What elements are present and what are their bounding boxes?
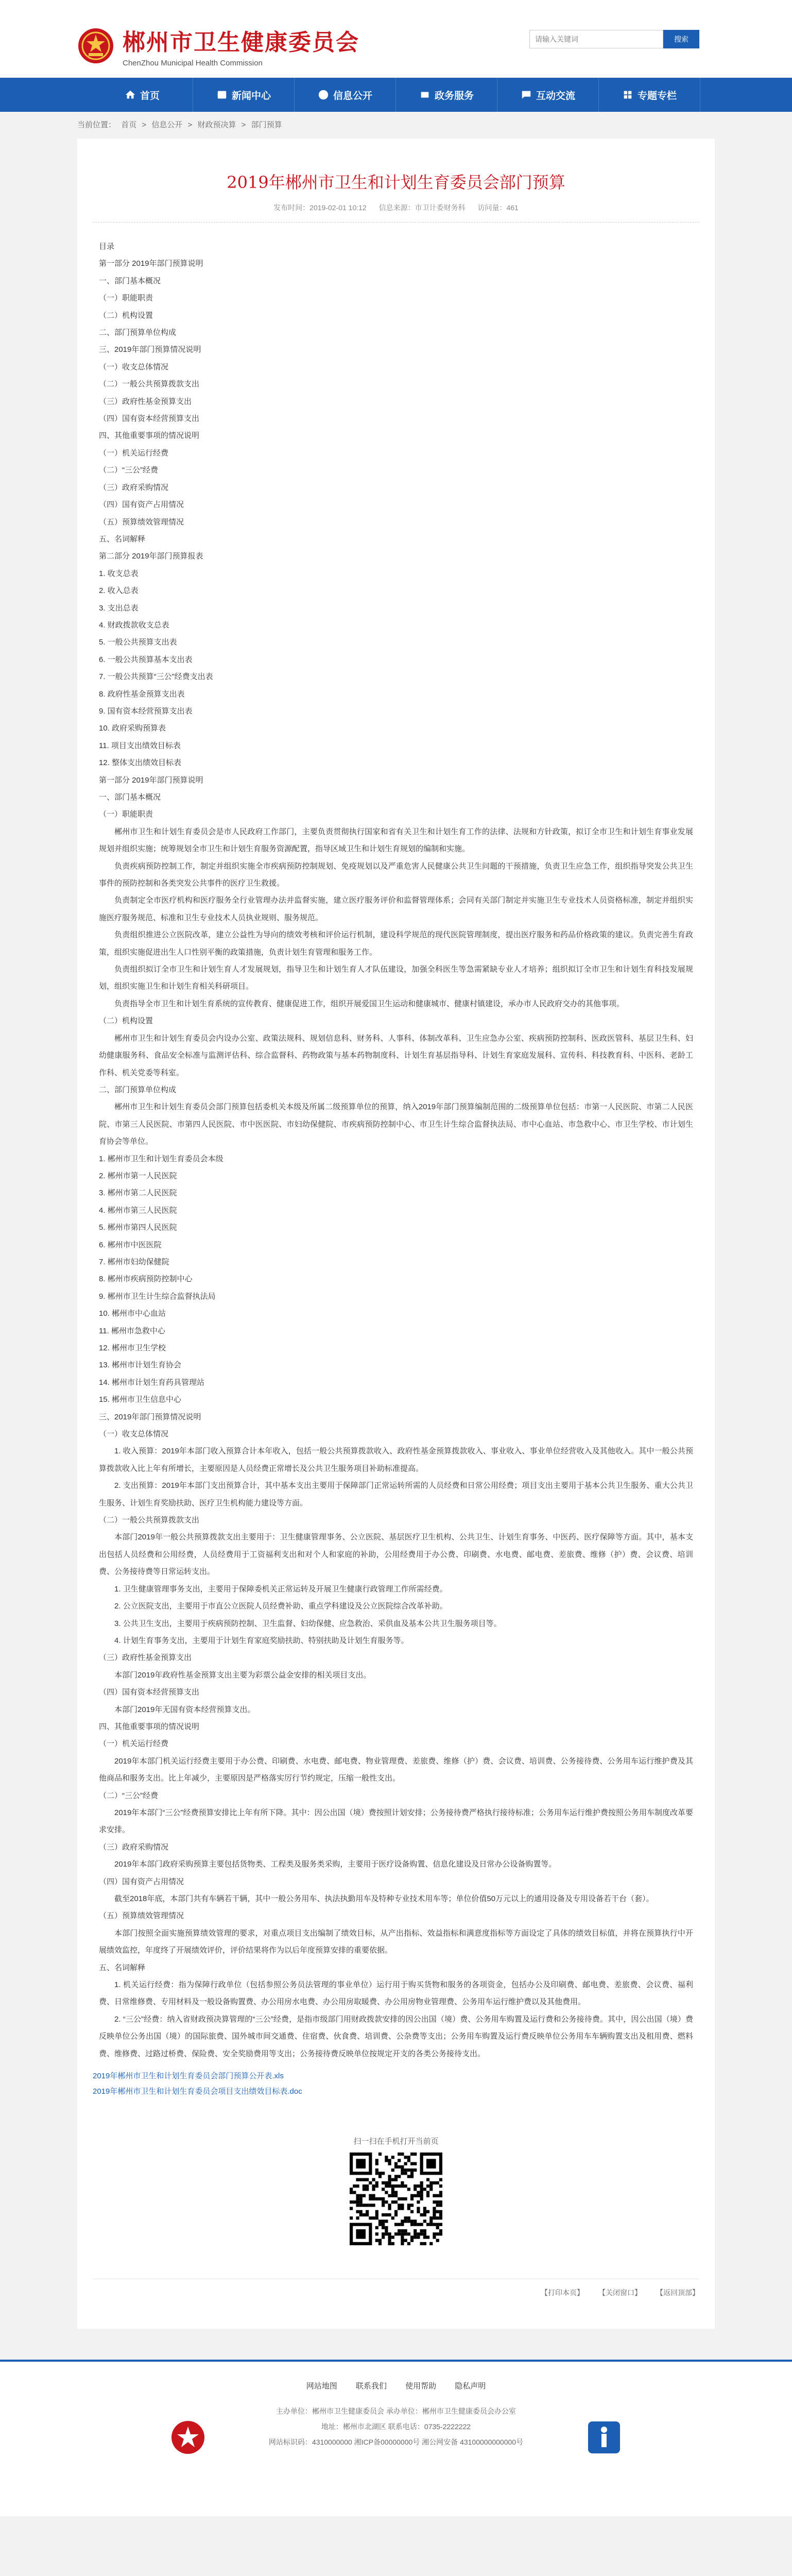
article-paragraph: 本部门按照全面实施预算绩效管理的要求，对重点项目支出编制了绩效目标，从产出指标、效益指标和满意度指标等方面设定了具体的绩效目标值，并将在预算执行中开展绩效监控，年度终了开展绩效评价，评价结果将作为以后年度预算安排的重要依据。 [99,1928,693,1955]
article-paragraph: 1. 郴州市卫生和计划生育委员会本级 [99,1154,223,1163]
search-input[interactable] [529,30,663,48]
article-paragraph: 二、部门预算单位构成 [99,328,177,337]
site-name-en: ChenZhou Municipal Health Commission [123,59,263,67]
article-paragraph: 目录 [99,242,115,251]
article-paragraph: 12. 郴州市卫生学校 [99,1344,166,1352]
article-paragraph: 3. 郴州市第二人民医院 [99,1189,177,1198]
nav-topic[interactable] [599,78,700,112]
article-paragraph: 郴州市卫生和计划生育委员会是市人民政府工作部门，主要负责贯彻执行国家和省有关卫生和计划生育工作的法律、法规和方针政策，拟订全市卫生和计划生育事业发展规划并组织实施；统筹规划全市卫生和计划生育服务资源配置，指导区域卫生和计划生育规划的编制和实施。 [99,827,693,854]
article-paragraph: 五、名词解释 [99,1963,146,1972]
print-button[interactable]: 【打印本页】 [541,2289,584,2297]
footer-icp: 网站标识码：4310000000 湘ICP备00000000号 湘公网安备 43100000000000号 [268,2438,524,2447]
article-paragraph: 一、部门基本概况 [99,793,161,802]
article-paragraph: （一）职能职责 [99,810,153,819]
article-paragraph: （四）国有资产占用情况 [99,1877,184,1886]
article-paragraph: （一）收支总体情况 [99,1430,169,1439]
article-paragraph: 四、其他重要事项的情况说明 [99,1722,200,1731]
article-title: 2019年郴州市卫生和计划生育委员会部门预算 [227,173,565,192]
article-paragraph: 1. 机关运行经费：指为保障行政单位（包括参照公务员法管理的事业单位）运行用于购买货物和服务的各项资金，包括办公及印刷费、邮电费、差旅费、会议费、福利费、日常维修费、专用材料及一般设备购置费、办公用房水电费、办公用房取暖费、办公用房物业管理费、公务用车运行维护费以及其他费用。 [99,1980,693,2007]
article-paragraph: （四）国有资产占用情况 [99,500,184,510]
chat-icon [521,89,532,100]
news-icon [216,89,228,100]
article-paragraph: 3. 支出总表 [99,603,139,613]
accessibility-badge-icon[interactable] [586,2419,622,2455]
site-name: 郴州市卫生健康委员会 [123,29,359,56]
breadcrumb-prefix: 当前位置： [77,121,116,129]
nav-info[interactable] [295,78,396,112]
breadcrumb-info[interactable]: 信息公开 [151,121,183,129]
publish-time: 发布时间：2019-02-01 10:12 [273,204,367,212]
footer-link-help[interactable]: 使用帮助 [405,2382,437,2391]
site-header [0,0,792,78]
footer-link-sitemap[interactable]: 网站地图 [306,2382,337,2391]
qr-code-icon [350,2153,442,2245]
home-icon [125,89,136,100]
topic-icon [622,89,633,100]
national-emblem-icon [77,27,114,64]
article-paragraph: 1. 卫生健康管理事务支出，主要用于保障委机关正常运转及开展卫生健康行政管理工作所需经费。 [114,1584,447,1594]
article-paragraph: 2. 支出预算：2019年本部门支出预算合计，其中基本支出主要用于保障部门正常运转所需的人员经费和日常公用经费；项目支出主要用于基本公共卫生服务、重大公共卫生服务、计划生育奖励扶助、医疗卫生机构能力建设等方面。 [99,1481,693,1507]
qr-block [93,2136,699,2248]
nav-label: 新闻中心 [231,90,271,101]
breadcrumb-sep: > [241,121,246,129]
article-paragraph: 2019年本部门机关运行经费主要用于办公费、印刷费、水电费、邮电费、物业管理费、差旅费、维修（护）费、会议费、培训费、公务接待费、公务用车运行维护费及其他商品和服务支出。比上年减少，主要原因是严格落实厉行节约规定，压缩一般性支出。 [99,1756,693,1783]
info-icon [318,89,329,100]
article-paragraph: （一）职能职责 [99,294,153,303]
article-paragraph: 8. 政府性基金预算支出表 [99,689,185,699]
back-to-top-button[interactable]: 【返回顶部】 [656,2289,699,2297]
service-icon [419,89,431,100]
article-paragraph: （二）机构设置 [99,1016,153,1026]
site-logo[interactable] [77,24,359,67]
nav-service[interactable] [396,78,497,112]
article-paragraph: 二、部门预算单位构成 [99,1085,177,1094]
article-paragraph: （一）机关运行经费 [99,1739,169,1749]
attachment-link[interactable]: 2019年郴州市卫生和计划生育委员会部门预算公开表.xls [93,2072,284,2081]
breadcrumb-sep: > [142,121,147,129]
article-paragraph: 10. 郴州市中心血站 [99,1309,166,1318]
article-paragraph: 6. 郴州市中医医院 [99,1240,162,1249]
article-paragraph: （三）政府性基金预算支出 [99,1653,192,1663]
article-paragraph: 2. 公立医院支出，主要用于市直公立医院人员经费补助、重点学科建设及公立医院综合改革补助。 [114,1602,447,1611]
article-paragraph: 一、部门基本概况 [99,276,161,285]
article-paragraph: 4. 计划生育事务支出，主要用于计划生育家庭奖励扶助、特别扶助及计划生育服务等。 [114,1636,409,1645]
article-paragraph: 5. 一般公共预算支出表 [99,638,177,647]
article-paragraph: 三、2019年部门预算情况说明 [99,1412,201,1421]
article-paragraph: 4. 郴州市第三人民医院 [99,1206,177,1215]
article-paragraph: 3. 公共卫生支出，主要用于疾病预防控制、卫生监督、妇幼保健、应急救治、采供血及基本公共卫生服务项目等。 [114,1619,502,1628]
article-paragraph: 11. 郴州市急救中心 [99,1326,165,1335]
article-paragraph: 7. 郴州市妇幼保健院 [99,1257,169,1266]
nav-home[interactable] [92,78,193,112]
article-paragraph: 负责疾病预防控制工作，制定并组织实施全市疾病预防控制规划、免疫规划以及严重危害人民健康公共卫生问题的干预措施，负责卫生应急工作，组织指导突发公共卫生事件的预防控制和各类突发公共事件的医疗卫生救援。 [99,861,693,888]
nav-interaction[interactable] [497,78,599,112]
article-paragraph: （三）政府性基金预算支出 [99,397,192,406]
breadcrumb-home[interactable]: 首页 [121,121,137,129]
article-paragraph: 截至2018年底，本部门共有车辆若干辆，其中一般公务用车、执法执勤用车及特种专业技术用车等；单位价值50万元以上的通用设备及专用设备若干台（套）。 [114,1894,654,1903]
article-paragraph: 负责组织拟订全市卫生和计划生育人才发展规划，指导卫生和计划生育人才队伍建设，加强全科医生等急需紧缺专业人才培养；组织拟订全市卫生和计划生育科技发展规划，组织实施卫生和计划生育相关科研项目。 [99,965,693,991]
nav-label: 互动交流 [536,90,575,101]
article-paragraph: 8. 郴州市疾病预防控制中心 [99,1275,193,1284]
article-paragraph: （一）机关运行经费 [99,448,169,457]
close-window-button[interactable]: 【关闭窗口】 [598,2289,642,2297]
article-paragraph: 15. 郴州市卫生信息中心 [99,1395,182,1404]
article-paragraph: （二）一般公共预算拨款支出 [99,1516,200,1525]
article-paragraph: 第一部分 2019年部门预算说明 [99,775,203,785]
main-nav [0,78,792,112]
article-paragraph: 第一部分 2019年部门预算说明 [99,259,203,268]
article-paragraph: （二）一般公共预算拨款支出 [99,380,200,389]
nav-label: 政务服务 [434,90,474,101]
article-tools [93,2279,699,2298]
article-paragraph: 6. 一般公共预算基本支出表 [99,655,193,664]
article-paragraph: （二）“三公”经费 [99,466,158,475]
article-paragraph: 四、其他重要事项的情况说明 [99,431,200,440]
article-body [93,223,699,2062]
article-paragraph: 本部门2019年政府性基金预算支出主要为彩票公益金安排的相关项目支出。 [114,1670,371,1680]
breadcrumb-sep: > [187,121,193,129]
article-paragraph: 郴州市卫生和计划生育委员会部门预算包括委机关本级及所属二级预算单位的预算，纳入2019年部门预算编制范围的二级预算单位包括：市第一人民医院、市第二人民医院、市第三人民医院、市第四人民医院、市中医医院、市妇幼保健院、市疾病预防控制中心、市卫生计生综合监督执法局、市中心血站、市急救中心、市卫生学校、市计划生育协会等单位。 [99,1103,693,1146]
nav-label: 首页 [140,90,160,101]
article-paragraph: 本部门2019年无国有资本经营预算支出。 [114,1705,255,1714]
article-paragraph: （三）政府采购情况 [99,483,169,492]
view-count: 访问量：461 [477,204,519,212]
info-source: 信息来源：市卫计委财务科 [378,204,466,212]
article-paragraph: 1. 收支总表 [99,569,139,578]
nav-news[interactable] [193,78,295,112]
nav-label: 信息公开 [333,90,372,101]
footer-address: 地址：郴州市北湖区 联系电话：0735-2222222 [321,2422,471,2431]
article-paragraph: 第二部分 2019年部门预算报表 [99,552,203,561]
article-meta [93,202,699,223]
breadcrumb-finance[interactable]: 财政预决算 [197,121,236,129]
article-paragraph: 负责组织推进公立医院改革，建立公益性为导向的绩效考核和评价运行机制，建设科学规范的现代医院管理制度，提出医疗服务和药品价格政策的建议。负责完善生育政策，组织实施促进出生人口性别平衡的政策措施，负责计划生育管理和服务工作。 [99,930,693,957]
article-paragraph: （二）“三公”经费 [99,1791,158,1800]
government-badge-icon[interactable] [170,2419,206,2455]
article-paragraph: 12. 整体支出绩效目标表 [99,758,182,768]
search-button[interactable]: 搜索 [663,30,699,48]
article-paragraph: 2. 收入总表 [99,586,139,596]
site-footer [0,2360,792,2516]
article-paragraph: （五）预算绩效管理情况 [99,517,184,527]
article-paragraph: 负责指导全市卫生和计划生育系统的宣传教育、健康促进工作，组织开展爱国卫生运动和健康城市、健康村镇建设，承办市人民政府交办的其他事项。 [114,999,625,1008]
article-paragraph: 2019年本部门“三公”经费预算安排比上年有所下降。其中：因公出国（境）费按照计划安排；公务接待费严格执行接待标准；公务用车运行维护费按照公务用车制度改革要求安排。 [99,1808,693,1835]
article-paragraph: 2019年本部门政府采购预算主要包括货物类、工程类及服务类采购，主要用于医疗设备购置、信息化建设及日常办公设备购置等。 [114,1860,557,1869]
article-paragraph: 2. 郴州市第一人民医院 [99,1171,177,1180]
article-paragraph: 14. 郴州市计划生育药具管理站 [99,1378,205,1387]
breadcrumb-current[interactable]: 部门预算 [251,121,282,129]
article-paragraph: （四）国有资本经营预算支出 [99,1688,200,1697]
article-paragraph: 9. 国有资本经营预算支出表 [99,706,193,716]
attachment-link[interactable]: 2019年郴州市卫生和计划生育委员会项目支出绩效目标表.doc [93,2087,302,2096]
footer-link-contact[interactable]: 联系我们 [355,2382,387,2391]
article-paragraph: 4. 财政拨款收支总表 [99,620,169,630]
article-paragraph: （三）政府采购情况 [99,1842,169,1852]
footer-host: 主办单位：郴州市卫生健康委员会 承办单位：郴州市卫生健康委员会办公室 [276,2407,516,2416]
article-paragraph: 三、2019年部门预算情况说明 [99,345,201,354]
footer-links [0,2362,792,2391]
article-paragraph: 13. 郴州市计划生育协会 [99,1361,182,1370]
article-paragraph: （四）国有资本经营预算支出 [99,414,200,423]
search-box [529,30,699,48]
footer-info [0,2403,792,2450]
article-paragraph: 5. 郴州市第四人民医院 [99,1223,177,1232]
article-paragraph: （五）预算绩效管理情况 [99,1911,184,1921]
article-paragraph: （二）机构设置 [99,311,153,320]
attachment-list [93,2069,699,2099]
article-paragraph: （一）收支总体情况 [99,362,169,371]
article-paragraph: 10. 政府采购预算表 [99,724,166,733]
article-paragraph: 五、名词解释 [99,534,146,544]
article-panel [77,139,715,2329]
qr-title: 扫一扫在手机打开当前页 [353,2137,439,2146]
article-paragraph: 本部门2019年一般公共预算拨款支出主要用于：卫生健康管理事务、公立医院、基层医疗卫生机构、公共卫生、计划生育事务、中医药、医疗保障等方面。其中，基本支出包括人员经费和公用经费，人员经费用于工资福利支出和对个人和家庭的补助，公用经费用于办公费、印刷费、水电费、邮电费、差旅费、维修（护）费、会议费、培训费、公务接待费等日常运转支出。 [99,1533,693,1577]
article-paragraph: 9. 郴州市卫生计生综合监督执法局 [99,1292,216,1301]
article-paragraph: 郴州市卫生和计划生育委员会内设办公室、政策法规科、规划信息科、财务科、人事科、体制改革科、卫生应急办公室、疾病预防控制科、医政医管科、基层卫生科、妇幼健康服务科、食品安全标准与监测评估科、综合监督科、药物政策与基本药物制度科、计划生育基层指导科、计划生育家庭发展科、宣传科、科技教育科、中医科、老龄工作科、机关党委等科室。 [99,1033,693,1077]
article-paragraph: 11. 项目支出绩效目标表 [99,741,181,750]
article-paragraph: 1. 收入预算：2019年本部门收入预算合计本年收入，包括一般公共预算拨款收入、政府性基金预算拨款收入、事业收入、事业单位经营收入及其他收入。其中一般公共预算拨款收入比上年有所增长，主要原因是人员经费正常增长及公共卫生服务项目补助标准提高。 [99,1447,693,1473]
nav-label: 专题专栏 [637,90,677,101]
article-paragraph: 7. 一般公共预算“三公”经费支出表 [99,672,213,682]
article-paragraph: 负责制定全市医疗机构和医疗服务全行业管理办法并监督实施，建立医疗服务评价和监督管理体系；会同有关部门制定并实施卫生专业技术人员资格标准，制定并组织实施医疗服务规范、标准和卫生专业技术人员执业规则、服务规范。 [99,896,693,922]
breadcrumb [77,112,715,139]
footer-link-privacy[interactable]: 隐私声明 [455,2382,486,2391]
article-paragraph: 2. “三公”经费：纳入省财政预决算管理的“三公”经费，是指市级部门用财政拨款安排的因公出国（境）费、公务用车购置及运行费和公务接待费。其中，因公出国（境）费反映单位公务出国（境）的国际旅费、国外城市间交通费、住宿费、伙食费、培训费、公杂费等支出；公务用车购置及运行费反映单位公务用车车辆购置支出及租用费、燃料费、维修费、过路过桥费、保险费、安全奖励费用等支出；公务接待费反映单位按规定开支的各类公务接待支出。 [99,2014,693,2058]
